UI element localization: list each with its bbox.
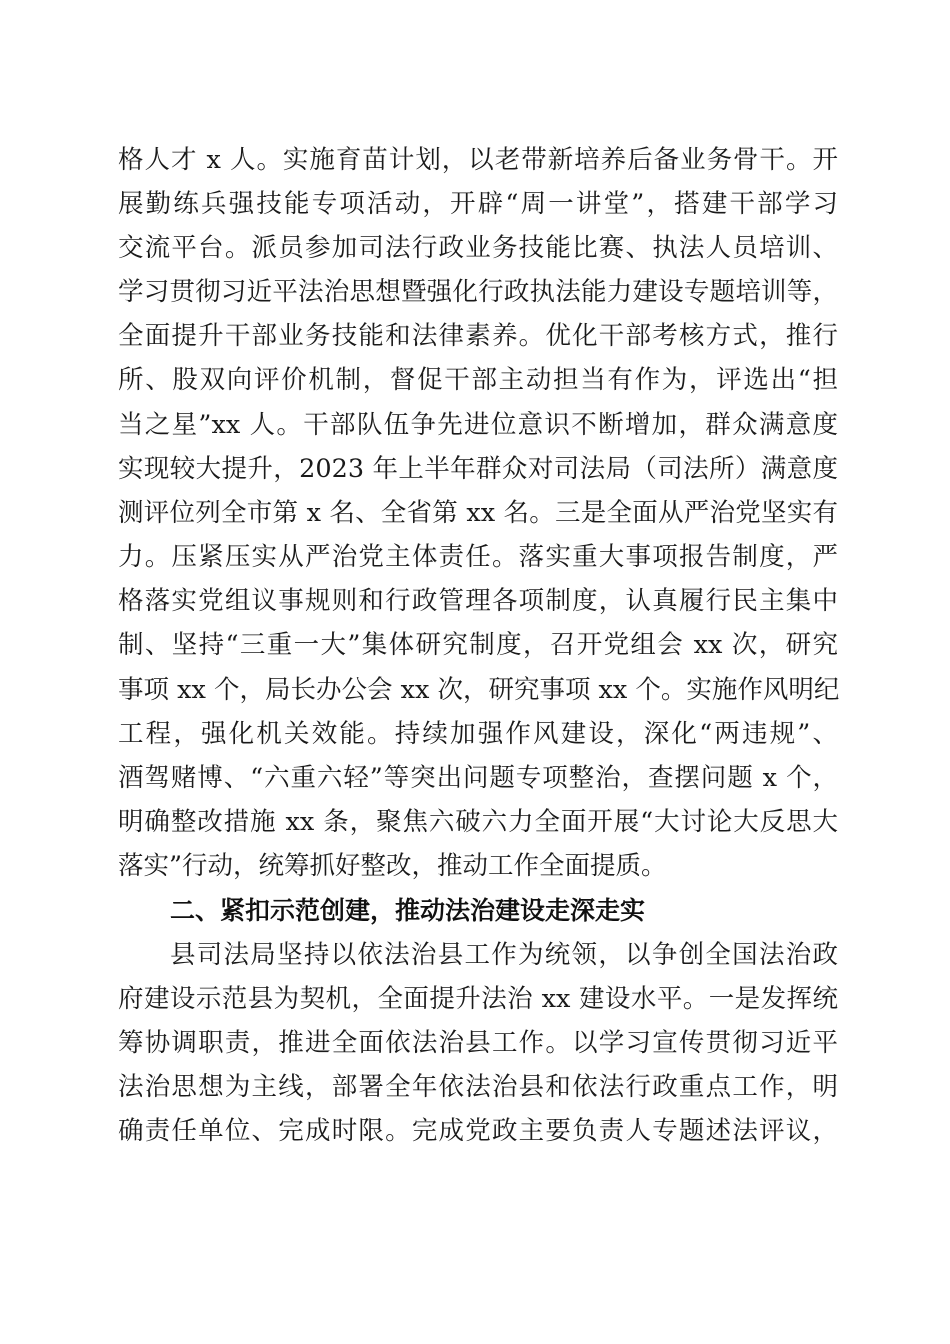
paragraph-line: 测评位列全市第 x 名、全省第 xx 名。三是全面从严治党坚实有 <box>118 498 838 528</box>
paragraph-line: 全面提升干部业务技能和法律素养。优化干部考核方式，推行 <box>118 321 838 351</box>
paragraph-line: 制、坚持“三重一大”集体研究制度，召开党组会 xx 次，研究 <box>118 630 838 660</box>
paragraph-line: 筹协调职责，推进全面依法治县工作。以学习宣传贯彻习近平 <box>118 1028 838 1058</box>
paragraph-line: 落实”行动，统筹抓好整改，推动工作全面提质。 <box>118 851 667 881</box>
paragraph-line: 格人才 x 人。实施育苗计划，以老带新培养后备业务骨干。开 <box>118 145 838 175</box>
paragraph-line: 明确整改措施 xx 条，聚焦六破六力全面开展“大讨论大反思大 <box>118 807 838 837</box>
paragraph-line: 展勤练兵强技能专项活动，开辟“周一讲堂”，搭建干部学习 <box>118 189 838 219</box>
paragraph-line: 酒驾赌博、“六重六轻”等突出问题专项整治，查摆问题 x 个， <box>118 763 838 793</box>
paragraph-line: 法治思想为主线，部署全年依法治县和依法行政重点工作，明 <box>118 1072 838 1102</box>
paragraph-line: 府建设示范县为契机，全面提升法治 xx 建设水平。一是发挥统 <box>118 984 838 1014</box>
section-heading: 二、紧扣示范创建，推动法治建设走深走实 <box>170 896 646 925</box>
paragraph-line: 县司法局坚持以依法治县工作为统领，以争创全国法治政 <box>170 940 838 970</box>
paragraph-line: 事项 xx 个，局长办公会 xx 次，研究事项 xx 个。实施作风明纪 <box>118 675 840 705</box>
paragraph-line: 格落实党组议事规则和行政管理各项制度，认真履行民主集中 <box>118 586 838 616</box>
paragraph-line: 学习贯彻习近平法治思想暨强化行政执法能力建设专题培训等， <box>118 277 838 307</box>
paragraph-line: 力。压紧压实从严治党主体责任。落实重大事项报告制度，严 <box>118 542 838 572</box>
paragraph-line: 工程，强化机关效能。持续加强作风建设，深化“两违规”、 <box>118 719 838 749</box>
paragraph-line: 交流平台。派员参加司法行政业务技能比赛、执法人员培训、 <box>118 233 838 263</box>
paragraph-line: 确责任单位、完成时限。完成党政主要负责人专题述法评议， <box>118 1116 838 1146</box>
paragraph-line: 实现较大提升，2023 年上半年群众对司法局（司法所）满意度 <box>118 454 838 484</box>
paragraph-line: 所、股双向评价机制，督促干部主动担当有作为，评选出“担 <box>118 365 838 395</box>
paragraph-line: 当之星”xx 人。干部队伍争先进位意识不断增加，群众满意度 <box>118 410 838 440</box>
